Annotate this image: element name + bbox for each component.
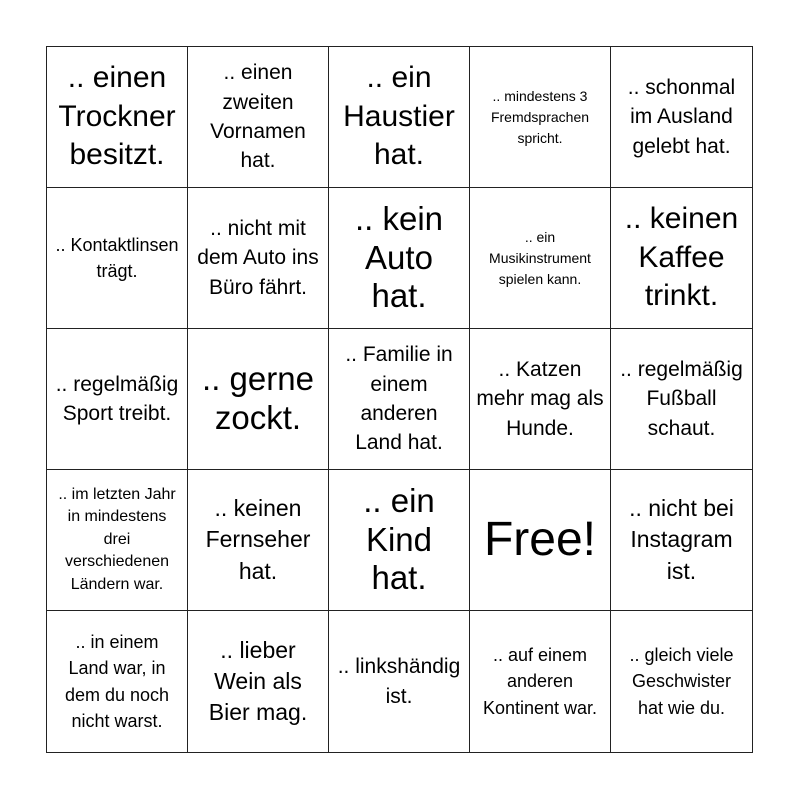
free-text: Free! <box>483 513 597 566</box>
bingo-cell[interactable] <box>329 611 470 752</box>
bingo-cell[interactable] <box>470 329 611 470</box>
bingo-cell[interactable] <box>188 611 329 752</box>
cell-text: .. einen zweiten Vornamen hat. <box>210 61 306 173</box>
bingo-cell[interactable] <box>47 47 188 188</box>
bingo-cell[interactable] <box>47 470 188 611</box>
cell-text: .. gerne zockt. <box>202 360 314 436</box>
bingo-cell[interactable] <box>611 470 752 611</box>
bingo-cell[interactable] <box>611 47 752 188</box>
cell-text: .. keinen Kaffee trinkt. <box>624 202 739 313</box>
bingo-cell[interactable] <box>329 329 470 470</box>
bingo-cell[interactable] <box>188 47 329 188</box>
cell-text: .. nicht mit dem Auto ins Büro fährt. <box>197 216 319 299</box>
bingo-cell[interactable] <box>329 47 470 188</box>
cell-text: .. ein Musikinstrument spielen kann. <box>489 228 591 287</box>
cell-text: .. regelmäßig Fußball schaut. <box>620 357 743 440</box>
cell-text: .. Familie in einem anderen Land hat. <box>345 343 453 455</box>
bingo-cell[interactable] <box>188 470 329 611</box>
cell-text: .. lieber Wein als Bier mag. <box>208 636 308 726</box>
bingo-board <box>46 46 753 753</box>
cell-text: .. im letzten Jahr in mindestens drei verschiedenen Ländern war. <box>58 486 176 593</box>
cell-text: .. mindestens 3 Fremdsprachen spricht. <box>490 87 590 146</box>
bingo-cell[interactable] <box>188 329 329 470</box>
cell-text: .. schonmal im Ausland gelebt hat. <box>627 75 736 158</box>
cell-text: .. regelmäßig Sport treibt. <box>55 372 179 425</box>
bingo-cell[interactable] <box>470 47 611 188</box>
cell-text: .. nicht bei Instagram ist. <box>629 495 734 584</box>
bingo-cell[interactable] <box>329 470 470 611</box>
bingo-cell[interactable] <box>47 188 188 329</box>
cell-text: .. Kontaktlinsen trägt. <box>55 234 179 281</box>
cell-text: .. in einem Land war, in dem du noch nicht warst. <box>64 632 170 731</box>
cell-text: .. Katzen mehr mag als Hunde. <box>476 357 604 440</box>
cell-text: .. linkshändig ist. <box>337 655 461 708</box>
cell-text: .. kein Auto hat. <box>354 199 444 315</box>
cell-text: .. ein Kind hat. <box>363 481 435 597</box>
bingo-cell[interactable] <box>47 611 188 752</box>
bingo-cell[interactable] <box>470 611 611 752</box>
free-cell[interactable] <box>470 470 611 611</box>
cell-text: .. auf einem anderen Kontinent war. <box>482 645 598 718</box>
bingo-cell[interactable] <box>329 188 470 329</box>
cell-text: .. keinen Fernseher hat. <box>205 495 311 584</box>
cell-text: .. gleich viele Geschwister hat wie du. <box>629 645 734 718</box>
bingo-cell[interactable] <box>611 611 752 752</box>
bingo-cell[interactable] <box>611 188 752 329</box>
cell-text: .. einen Trockner besitzt. <box>58 61 176 172</box>
cell-text: .. ein Haustier hat. <box>343 61 455 172</box>
bingo-cell[interactable] <box>611 329 752 470</box>
bingo-cell[interactable] <box>188 188 329 329</box>
bingo-cell[interactable] <box>47 329 188 470</box>
bingo-cell[interactable] <box>470 188 611 329</box>
